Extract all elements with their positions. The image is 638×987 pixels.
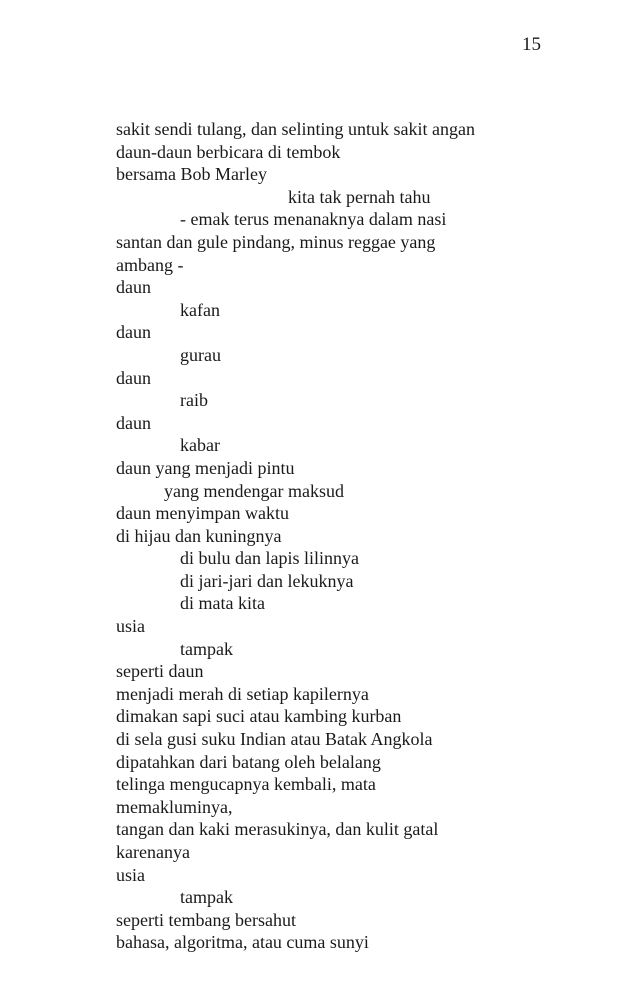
poem-line: daun: [116, 277, 151, 298]
poem-line: menjadi merah di setiap kapilernya: [116, 683, 369, 704]
poem-line: kabar: [180, 435, 220, 456]
poem-line: santan dan gule pindang, minus reggae yang: [116, 231, 436, 252]
poem-line: memakluminya,: [116, 796, 233, 817]
poem-line: telinga mengucapnya kembali, mata: [116, 774, 376, 795]
poem-line: daun yang menjadi pintu: [116, 457, 295, 478]
poem-line: di hijau dan kuningnya: [116, 525, 282, 546]
poem-line: di sela gusi suku Indian atau Batak Angkola: [116, 729, 433, 750]
poem-line: daun-daun berbicara di tembok: [116, 141, 341, 162]
poem-line: seperti daun: [116, 661, 204, 682]
poem-line: tampak: [180, 887, 233, 908]
poem-body: [116, 118, 556, 954]
poem-line: daun menyimpan waktu: [116, 503, 289, 524]
poem-line: bersama Bob Marley: [116, 164, 267, 185]
poem-line: daun: [116, 412, 151, 433]
poem-line: raib: [180, 390, 208, 411]
poem-line: bahasa, algoritma, atau cuma sunyi: [116, 932, 369, 953]
poem-line: seperti tembang bersahut: [116, 909, 296, 930]
poem-line: daun: [116, 367, 151, 388]
poem-line: tampak: [180, 638, 233, 659]
poem-line: usia: [116, 616, 145, 637]
poem-line: karenanya: [116, 842, 190, 862]
poem-line: sakit sendi tulang, dan selinting untuk sakit angan: [116, 119, 475, 139]
poem-line: kita tak pernah tahu: [288, 186, 431, 207]
poem-line: dimakan sapi suci atau kambing kurban: [116, 706, 402, 727]
poem-line: gurau: [180, 344, 221, 365]
poem-line: dipatahkan dari batang oleh belalang: [116, 751, 381, 772]
poem-line: - emak terus menanaknya dalam nasi: [180, 209, 447, 230]
poem-line: daun: [116, 322, 151, 343]
poem-line: di bulu dan lapis lilinnya: [180, 548, 359, 569]
poem-line: kafan: [180, 299, 220, 320]
poem-line: usia: [116, 864, 145, 885]
poem-line: di jari-jari dan lekuknya: [180, 570, 354, 591]
poem-line: ambang -: [116, 254, 184, 275]
poem-line: di mata kita: [180, 593, 265, 614]
poem-line: tangan dan kaki merasukinya, dan kulit gatal: [116, 819, 439, 840]
poem-line: yang mendengar maksud: [164, 480, 344, 501]
page-number: 15: [522, 34, 541, 55]
